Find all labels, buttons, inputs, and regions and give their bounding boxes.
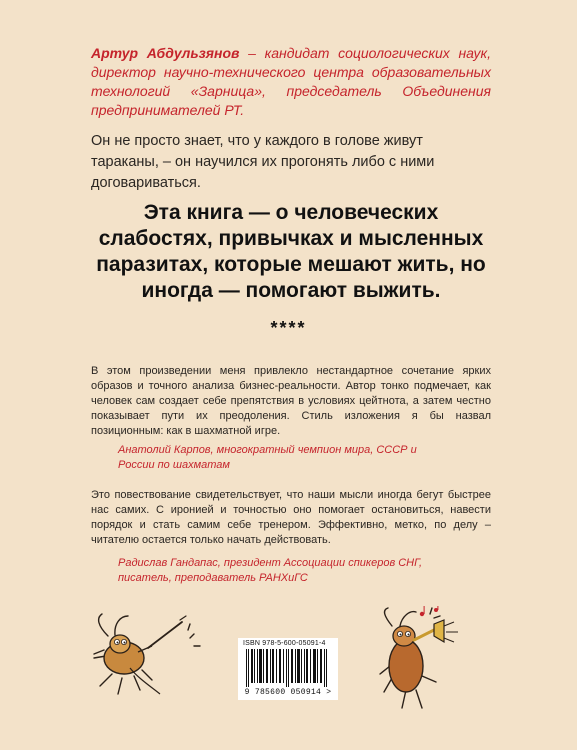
lead-paragraph: Он не просто знает, что у каждого в голове живут тараканы, – он научился их прогонять либо с ними договариваться. [91, 133, 435, 191]
review-text-1: В этом произведении меня привлекло нестандартное сочетание ярких образов и точного анализа бизнес-реальности. Автор тонко подмечает, как человек сам создает себе препятствия в условиях цейтнота, а затем честно показывает пути их преодоления. Стиль изложения я бы назвал позиционным: как в шахматной игре. [91, 365, 491, 437]
review-signature-1: Анатолий Карпов, многократный чемпион мира, СССР и России по шахматам [118, 444, 417, 471]
review-text-2: Это повествование свидетельствует, что наши мысли иногда бегут быстрее нас самих. С иронией и точностью оно помогает остановиться, навести порядок и стать самим себе тренером. Эффективно, метко, по делу – читателю остается только начать действовать. [91, 489, 491, 546]
isbn-label: ISBN 978-5-600-05091-4 [243, 640, 326, 647]
cockroach-with-trumpet-icon [370, 606, 480, 716]
review-signature-2: Радислав Гандапас, президент Ассоциации спикеров СНГ, писатель, преподаватель РАНХиГС [118, 557, 423, 584]
isbn-digits: 9 785600 050914 > [244, 688, 332, 697]
author-description: – кандидат социологических наук, директор научно-технического центра образовательных технологий «Зарница», председатель Объединения предпринимателей РТ. [91, 45, 491, 118]
isbn-barcode [238, 638, 338, 700]
cockroach-with-sword-icon [90, 608, 210, 708]
headline: Эта книга — о человеческих слабостях, привычках и мысленных паразитах, которые мешают жить, но иногда — помогают выжить. [96, 201, 486, 302]
author-intro [91, 44, 491, 120]
author-name: Артур Абдульзянов [91, 45, 240, 61]
barcode-icon [244, 649, 332, 687]
section-separator: **** [270, 318, 307, 338]
